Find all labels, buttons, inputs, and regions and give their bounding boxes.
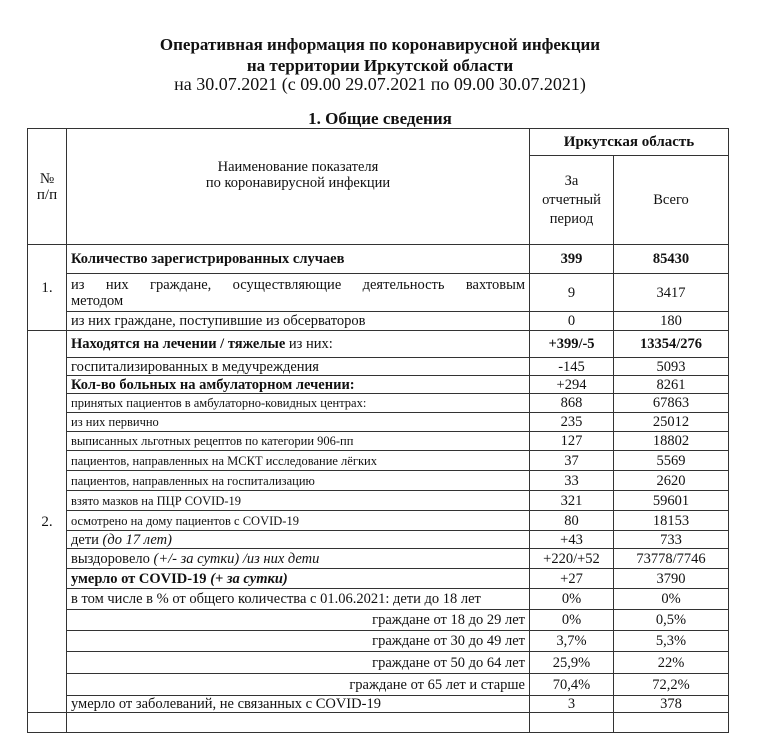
row-total: 378 <box>614 696 729 713</box>
row-total: 25012 <box>614 413 729 432</box>
table-row <box>28 471 729 491</box>
table-row <box>28 394 729 413</box>
row-label: в том числе в % от общего количества с 01.06.2021: дети до 18 лет <box>67 589 530 610</box>
table-row <box>28 631 729 652</box>
row-total: 72,2% <box>614 674 729 696</box>
table-row <box>28 451 729 471</box>
header-period: За отчетный период <box>530 156 614 245</box>
row-period: 399 <box>530 245 614 274</box>
row-total: 59601 <box>614 491 729 511</box>
row-total: 22% <box>614 652 729 674</box>
row-label: дети (до 17 лет) <box>67 531 530 549</box>
row-period: -145 <box>530 358 614 376</box>
table-row <box>28 432 729 451</box>
row-period: 3,7% <box>530 631 614 652</box>
table-row <box>28 696 729 713</box>
table-row <box>28 413 729 432</box>
row-label: Кол-во больных на амбулаторном лечении: <box>67 376 530 394</box>
row-total: 5,3% <box>614 631 729 652</box>
group-number: 1. <box>28 245 67 331</box>
table-row <box>28 331 729 358</box>
table-row <box>28 274 729 312</box>
row-label: граждане от 50 до 64 лет <box>67 652 530 674</box>
row-label: граждане от 18 до 29 лет <box>67 610 530 631</box>
row-period: 235 <box>530 413 614 432</box>
row-period: 127 <box>530 432 614 451</box>
row-label: принятых пациентов в амбулаторно-ковидных центрах: <box>67 394 530 413</box>
covid-stats-table <box>27 128 729 733</box>
table-row <box>28 610 729 631</box>
group-number-clipped <box>28 713 67 733</box>
row-period: 321 <box>530 491 614 511</box>
row-total: 5569 <box>614 451 729 471</box>
row-total: 73778/7746 <box>614 549 729 569</box>
row-period: +294 <box>530 376 614 394</box>
table-row <box>28 491 729 511</box>
row-label: из них граждане, осуществляющие деятельность вахтовым методом <box>67 274 530 312</box>
section-title: 1. Общие сведения <box>308 109 452 128</box>
row-total: 18802 <box>614 432 729 451</box>
row-label: Находятся на лечении / тяжелые из них: <box>67 331 530 358</box>
table-row <box>28 569 729 589</box>
row-label: граждане от 30 до 49 лет <box>67 631 530 652</box>
table-row <box>28 358 729 376</box>
row-label-clipped <box>67 713 530 733</box>
row-period: +27 <box>530 569 614 589</box>
header-row-1 <box>28 129 729 156</box>
row-period: 70,4% <box>530 674 614 696</box>
row-period: +220/+52 <box>530 549 614 569</box>
row-total-clipped <box>614 713 729 733</box>
row-period: 9 <box>530 274 614 312</box>
row-label: умерло от заболеваний, не связанных с COVID-19 <box>67 696 530 713</box>
row-period: 868 <box>530 394 614 413</box>
row-label: осмотрено на дому пациентов с COVID-19 <box>67 511 530 531</box>
row-total: 13354/276 <box>614 331 729 358</box>
row-period: 3 <box>530 696 614 713</box>
table-row <box>28 589 729 610</box>
header-number: № п/п <box>28 129 67 245</box>
row-label: из них граждане, поступившие из обсерваторов <box>67 312 530 331</box>
table-row <box>28 376 729 394</box>
report-date: на 30.07.2021 (с 09.00 29.07.2021 по 09.00 30.07.2021) <box>174 74 586 94</box>
row-total: 0% <box>614 589 729 610</box>
row-total: 3417 <box>614 274 729 312</box>
row-total: 85430 <box>614 245 729 274</box>
row-period: 0 <box>530 312 614 331</box>
row-total: 733 <box>614 531 729 549</box>
table-row <box>28 531 729 549</box>
table-row <box>28 549 729 569</box>
document-subtitle: на территории Иркутской области <box>246 56 514 75</box>
row-total: 67863 <box>614 394 729 413</box>
row-total: 8261 <box>614 376 729 394</box>
table-row <box>28 674 729 696</box>
row-period: +43 <box>530 531 614 549</box>
table-row <box>28 652 729 674</box>
row-total: 180 <box>614 312 729 331</box>
row-period: 80 <box>530 511 614 531</box>
row-total: 0,5% <box>614 610 729 631</box>
row-label: умерло от COVID-19 (+ за сутки) <box>67 569 530 589</box>
row-period: 37 <box>530 451 614 471</box>
row-total: 2620 <box>614 471 729 491</box>
row-label: Количество зарегистрированных случаев <box>67 245 530 274</box>
table-row <box>28 511 729 531</box>
row-label: пациентов, направленных на госпитализацию <box>67 471 530 491</box>
row-period: 0% <box>530 589 614 610</box>
header-region: Иркутская область <box>530 129 729 156</box>
table-row-clipped <box>28 713 729 733</box>
header-total: Всего <box>614 156 729 245</box>
row-period: +399/-5 <box>530 331 614 358</box>
row-label: выписанных льготных рецептов по категории 906-пп <box>67 432 530 451</box>
row-label: граждане от 65 лет и старше <box>67 674 530 696</box>
header-indicator: Наименование показателя по коронавирусной инфекции <box>67 129 530 245</box>
row-label: госпитализированных в медучреждения <box>67 358 530 376</box>
row-total: 18153 <box>614 511 729 531</box>
document-title: Оперативная информация по коронавирусной инфекции <box>159 35 601 54</box>
row-label: пациентов, направленных на МСКТ исследование лёгких <box>67 451 530 471</box>
row-total: 3790 <box>614 569 729 589</box>
table-row <box>28 312 729 331</box>
row-label: выздоровело (+/- за сутки) /из них дети <box>67 549 530 569</box>
row-total: 5093 <box>614 358 729 376</box>
row-label: взято мазков на ПЦР COVID-19 <box>67 491 530 511</box>
row-period: 0% <box>530 610 614 631</box>
table-row <box>28 245 729 274</box>
row-label: из них первично <box>67 413 530 432</box>
row-period: 25,9% <box>530 652 614 674</box>
row-period-clipped <box>530 713 614 733</box>
row-period: 33 <box>530 471 614 491</box>
group-number: 2. <box>28 331 67 713</box>
